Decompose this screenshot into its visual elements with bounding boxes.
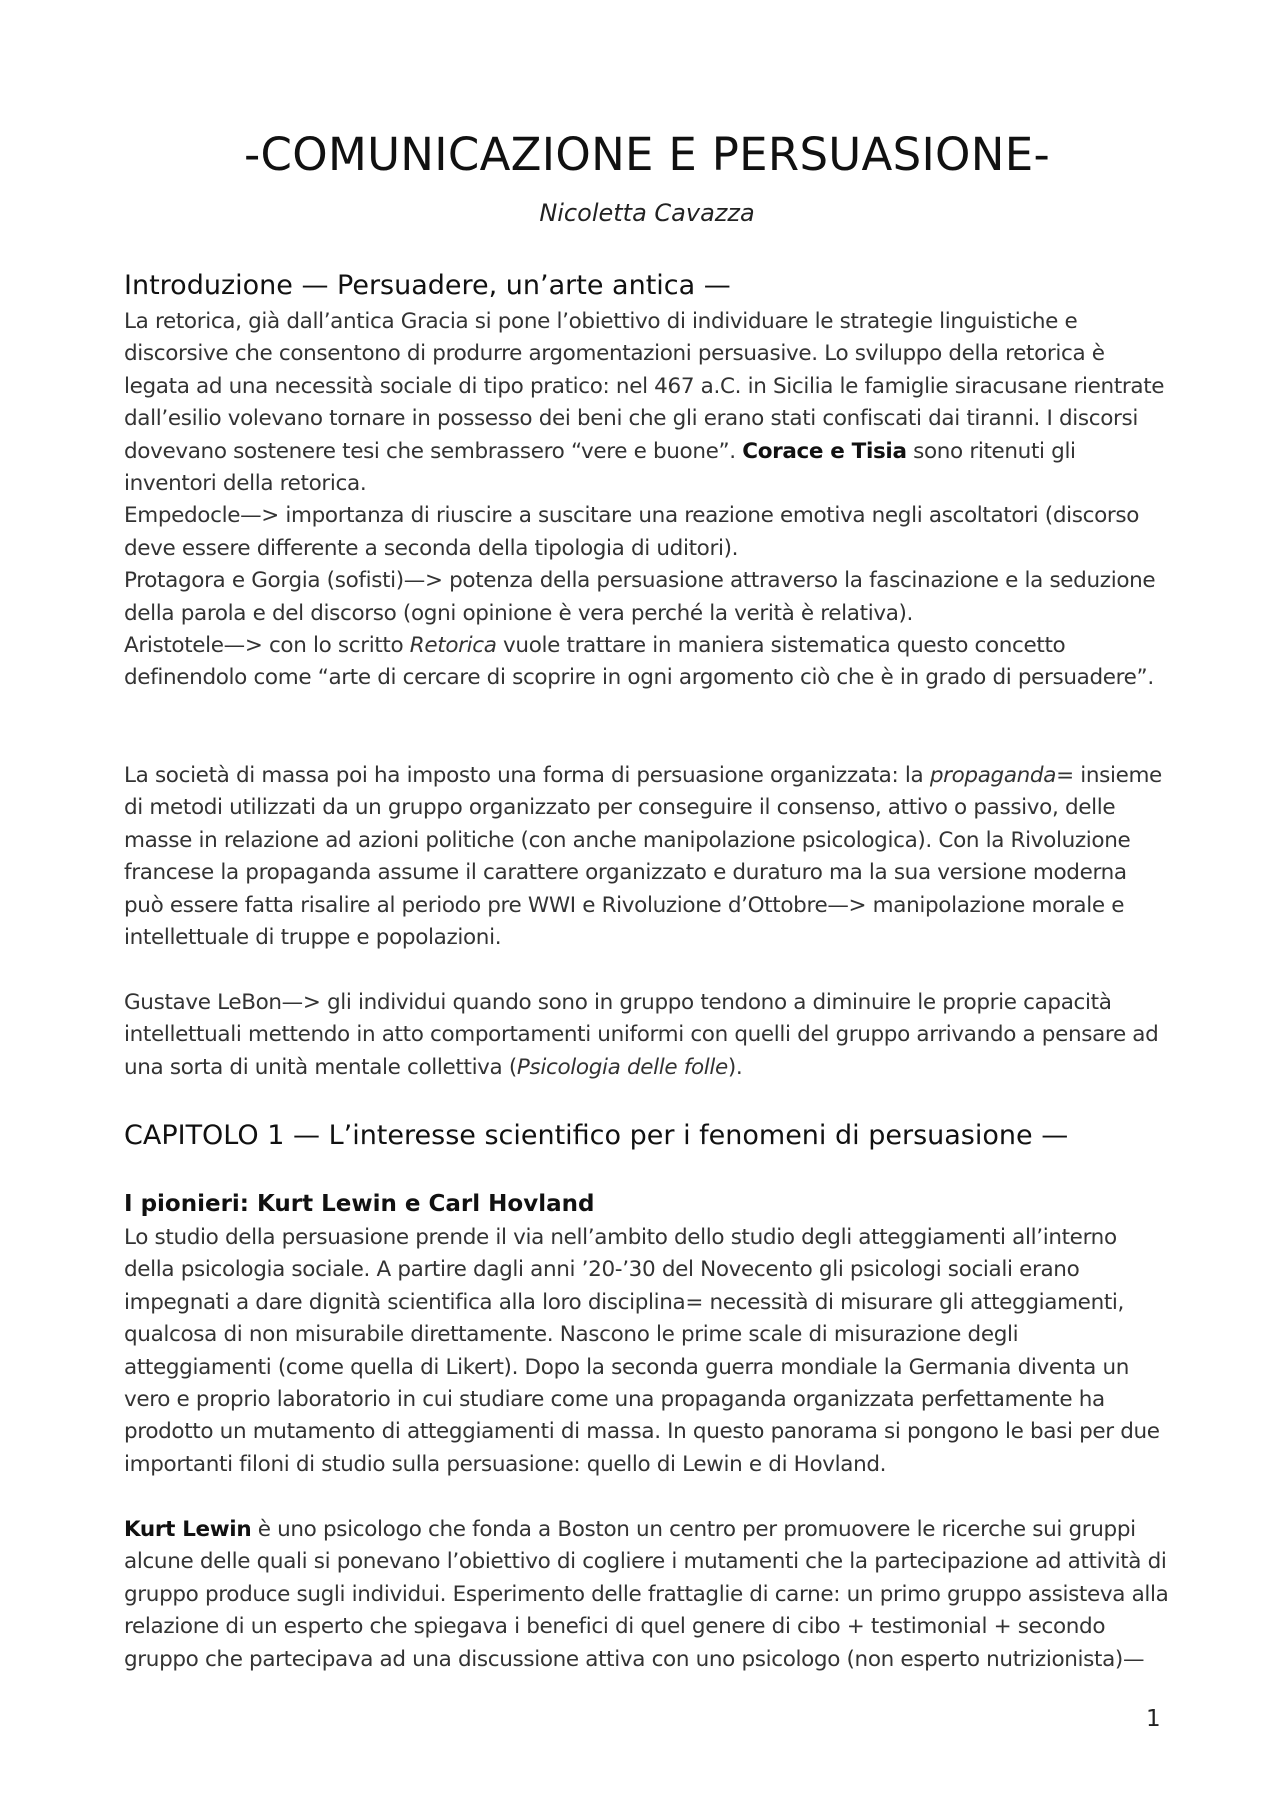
propaganda-text-2: = insieme di metodi utilizzati da un gruppo organizzato per conseguire il consenso, attivo o passivo, delle masse in relazione ad azioni politiche (con anche manipolazione psicologica). Con la Rivoluzione francese la propaganda assume il carattere organizzato e duraturo ma la sua versione moderna può essere fatta risalire al periodo pre WWI e Rivoluzione d’Ottobre—> manipolazione morale e intellettuale di truppe e popolazioni. xyxy=(124,763,1162,951)
aristotele-text-1: Aristotele—> con lo scritto xyxy=(124,633,410,659)
intro-heading: Introduzione — Persuadere, un’arte antica — xyxy=(124,270,731,301)
lebon-text-2: ). xyxy=(727,1054,743,1080)
chapter1-heading: CAPITOLO 1 — L’interesse scientifico per i fenomeni di persuasione — xyxy=(124,1120,1069,1151)
corace-tisia-bold: Corace e Tisia xyxy=(742,438,907,464)
propaganda-italic: propaganda xyxy=(929,763,1057,788)
propaganda-text-1: La società di massa poi ha imposto una forma di persuasione organizzata: la xyxy=(124,763,930,788)
lewin-text: è uno psicologo che fonda a Boston un centro per promuovere le ricerche sui gruppi alcune delle quali si ponevano l’obiettivo di cogliere i mutamenti che la partecipazione ad attività di gruppo produce sugli individui. Esperimento delle frattaglie di carne: un primo gruppo assisteva alla relazione di un esperto che spiegava i benefici di quel genere di cibo + testimonial + secondo gruppo che partecipava ad una discussione attiva con uno psicologo (non esperto nutrizionista)— xyxy=(124,1517,1169,1672)
page-number: 1 xyxy=(1146,1706,1161,1732)
pionieri-subheading: I pionieri: Kurt Lewin e Carl Hovland xyxy=(124,1191,595,1217)
intro-paragraph xyxy=(124,306,1170,695)
empedocle-line: Empedocle—> importanza di riuscire a suscitare una reazione emotiva negli ascoltatori (discorso deve essere differente a seconda della tipologia di uditori). xyxy=(124,503,1140,561)
lebon-paragraph xyxy=(124,987,1170,1084)
kurt-lewin-bold: Kurt Lewin xyxy=(124,1517,252,1542)
intro-text-2: sono ritenuti gli inventori della retorica. xyxy=(124,438,1076,497)
propaganda-paragraph xyxy=(124,760,1170,954)
document-title: -COMUNICAZIONE E PERSUASIONE- xyxy=(243,128,1051,181)
lewin-paragraph xyxy=(124,1514,1170,1676)
lebon-text-1: Gustave LeBon—> gli individui quando sono in gruppo tendono a diminuire le proprie capacità intellettuali mettendo in atto comportamenti uniformi con quelli del gruppo arrivando a pensare ad una sorta di unità mentale collettiva ( xyxy=(124,990,1159,1080)
retorica-italic: Retorica xyxy=(409,633,497,659)
aristotele-text-2: vuole trattare in maniera sistematica questo concetto definendolo come “arte di cercare di scoprire in ogni argomento ciò che è in grado di persuadere”. xyxy=(124,633,1154,691)
protagora-line: Protagora e Gorgia (sofisti)—> potenza della persuasione attraverso la fascinazione e la seduzione della parola e del discorso (ogni opinione è vera perché la verità è relativa). xyxy=(124,568,1156,626)
chapter1-paragraph-1: Lo studio della persuasione prende il via nell’ambito dello studio degli atteggiamenti all’interno della psicologia sociale. A partire dagli anni ’20-’30 del Novecento gli psicologi sociali erano impegnati a dare dignità scientifica alla loro disciplina= necessità di misurare gli atteggiamenti, qualcosa di non misurabile direttamente. Nascono le prime scale di misurazione degli atteggiamenti (come quella di Likert). Dopo la seconda guerra mondiale la Germania diventa un vero e proprio laboratorio in cui studiare come una propaganda organizzata perfettamente ha prodotto un mutamento di atteggiamenti di massa. In questo panorama si pongono le basi per due importanti filoni di studio sulla persuasione: quello di Lewin e di Hovland. xyxy=(124,1225,1160,1477)
intro-text-1: La retorica, già dall’antica Gracia si pone l’obiettivo di individuare le strategie linguistiche e discorsive che consentono di produrre argomentazioni persuasive. Lo sviluppo della retorica è legata ad una necessità sociale di tipo pratico: nel 467 a.C. in Sicilia le famiglie siracusane rientrate dall’esilio volevano tornare in possesso dei beni che gli erano stati confiscati dai tiranni. I discorsi dovevano sostenere tesi che sembrassero “vere e buone”. xyxy=(124,309,1165,464)
document-author: Nicoletta Cavazza xyxy=(539,199,755,227)
psicologia-folle-italic: Psicologia delle folle xyxy=(516,1054,728,1080)
